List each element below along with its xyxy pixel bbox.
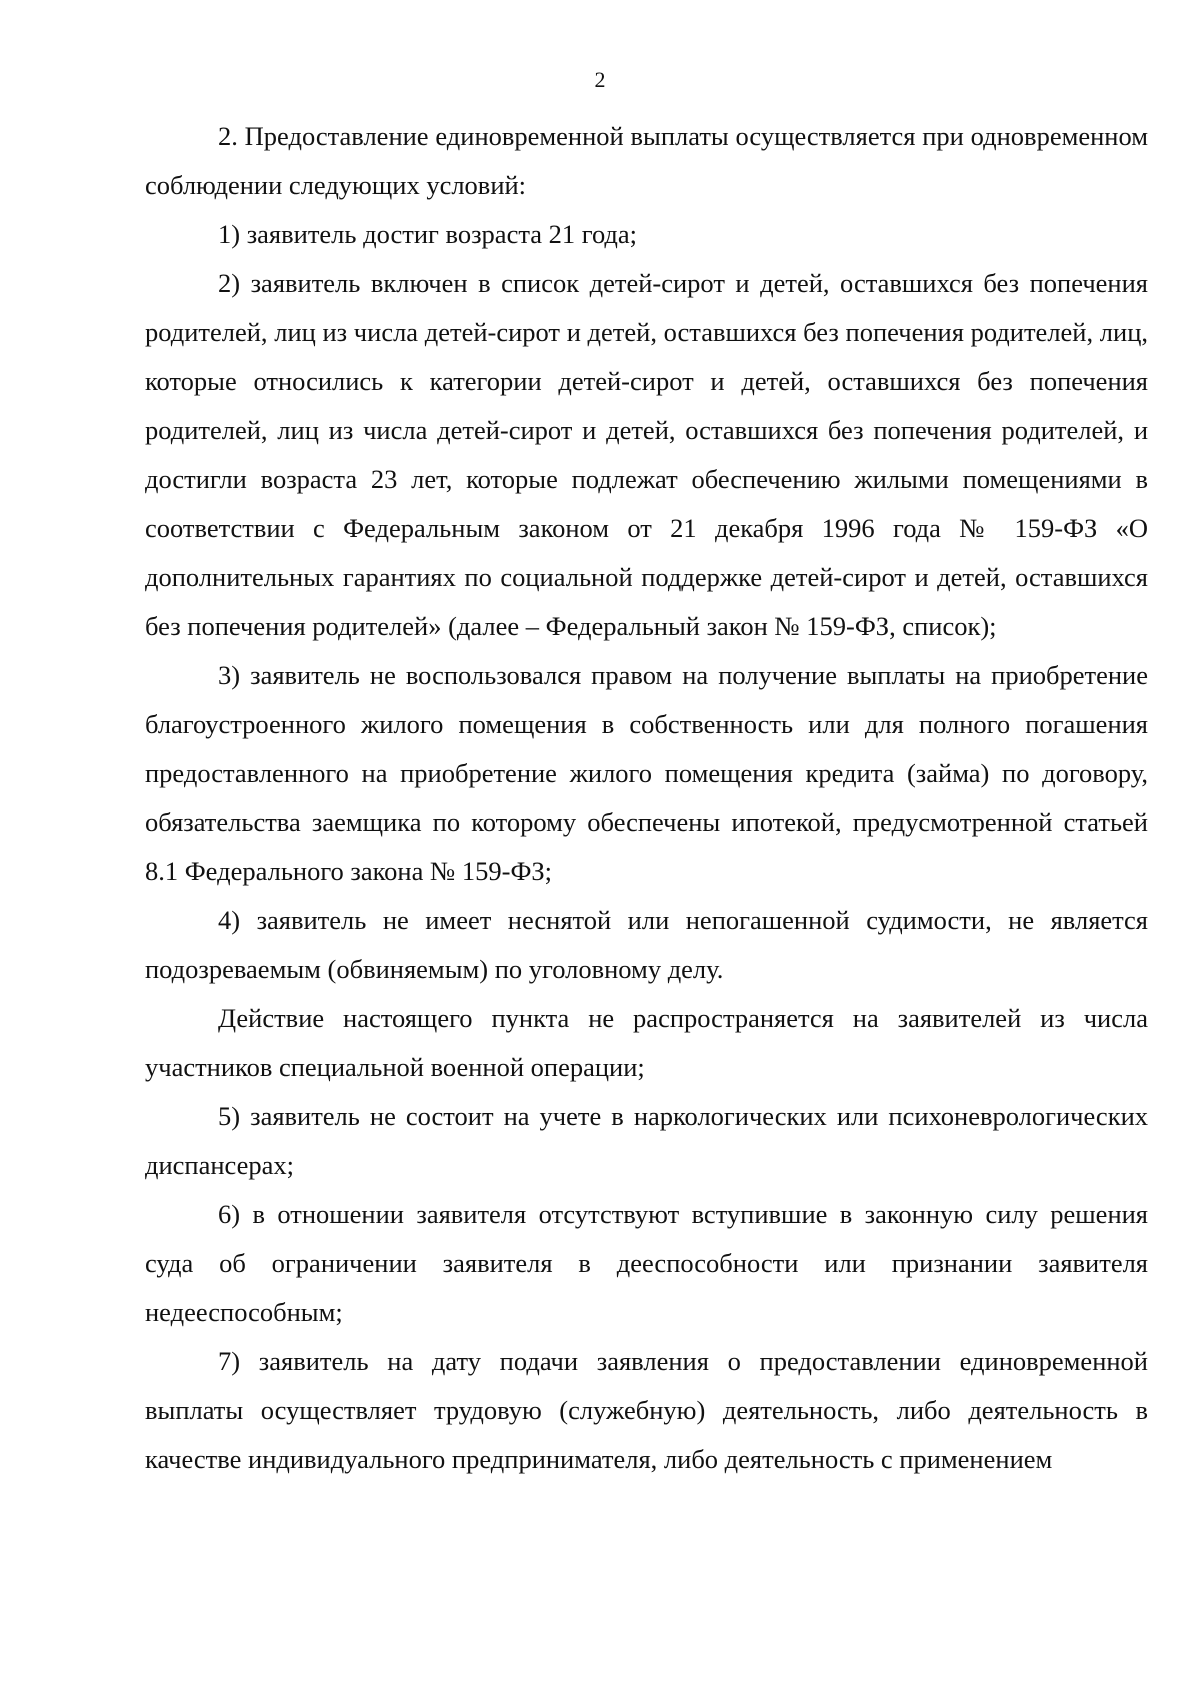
paragraph-condition-3: 3) заявитель не воспользовался правом на получение выплаты на приобретение благоустроенного жилого помещения в собственность или для полного погашения предоставленного на приобретение жилого помещения кредита (займа) по договору, обязательства заемщика по которому обеспечены ипотекой, предусмотренной статьей 8.1 Федерального закона № 159-ФЗ; (145, 660, 1148, 886)
paragraph-item-2-conditions: 2. Предоставление единовременной выплаты осуществляется при одновременном соблюдении следующих условий: (145, 121, 1148, 200)
paragraph-condition-5: 5) заявитель не состоит на учете в наркологических или психоневрологических диспансерах; (145, 1101, 1148, 1180)
paragraph-condition-4: 4) заявитель не имеет неснятой или непогашенной судимости, не является подозреваемым (обвиняемым) по уголовному делу. (145, 905, 1148, 984)
paragraph-condition-6: 6) в отношении заявителя отсутствуют вступившие в законную силу решения суда об ограничении заявителя в дееспособности или признании заявителя недееспособным; (145, 1199, 1148, 1327)
document-body (145, 112, 1148, 1484)
page-number: 2 (594, 67, 606, 92)
paragraph-condition-2: 2) заявитель включен в список детей-сирот и детей, оставшихся без попечения родителей, лиц из числа детей-сирот и детей, оставшихся без попечения родителей, лиц, которые относились к категории детей-сирот и детей, оставшихся без попечения родителей, лиц из числа детей-сирот и детей, оставшихся без попечения родителей, и достигли возраста 23 лет, которые подлежат обеспечению жилыми помещениями в соответствии с Федеральным законом от 21 декабря 1996 года № 159-ФЗ «О дополнительных гарантиях по социальной поддержке детей-сирот и детей, оставшихся без попечения родителей» (далее – Федеральный закон № 159-ФЗ, список); (145, 268, 1148, 641)
paragraph-condition-1: 1) заявитель достиг возраста 21 года; (218, 219, 638, 249)
paragraph-condition-4-exception: Действие настоящего пункта не распространяется на заявителей из числа участников специальной военной операции; (145, 1003, 1148, 1082)
paragraph-condition-7: 7) заявитель на дату подачи заявления о предоставлении единовременной выплаты осуществляет трудовую (служебную) деятельность, либо деятельность в качестве индивидуального предпринимателя, либо деятельность с применением (145, 1346, 1148, 1474)
